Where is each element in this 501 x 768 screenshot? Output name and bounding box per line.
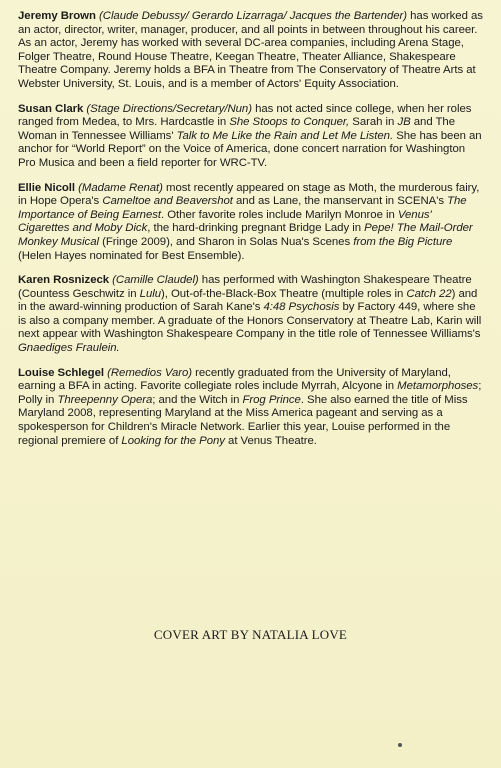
italic-text: Gnaediges Fraulein. — [18, 342, 120, 355]
bio-text: (Fringe 2009), and Sharon in Solas Nua's Scenes — [98, 235, 354, 248]
bio-text: by Factory 449, where she is also a company member. A graduate of the Honors Conservatory at Theatre Lab, Karin will next appear with Washington Shakespeare Company in the title role of Tennessee Williams's — [18, 301, 482, 341]
italic-text: Metamorphoses — [397, 380, 479, 393]
italic-text: (Madame Renat) — [78, 181, 163, 194]
bio-text: ; Polly in — [18, 380, 482, 406]
bio-text: , the hard-drinking pregnant Bridge Lady in — [147, 222, 365, 235]
bio-susan-clark — [18, 103, 484, 171]
bio-karen-rosnizeck — [18, 274, 484, 356]
italic-text: She Stoops to Conquer, — [229, 116, 350, 129]
bio-text: ), Out-of-the-Black-Box Theatre (multiple roles in — [161, 287, 407, 300]
bio-text: and The Woman in Tennessee Williams' — [18, 116, 455, 142]
actor-name: Jeremy Brown — [18, 10, 96, 22]
cover-art-credit: COVER ART BY NATALIA LOVE — [153, 627, 348, 642]
bio-text: recently graduated from the University of Maryland, earning a BFA in acting. Favorite collegiate roles include Myrrah, Alcyone in — [18, 366, 451, 393]
bio-text: has performed with Washington Shakespeare Theatre (Countess Geschwitz in — [18, 274, 472, 300]
paper-speck — [398, 743, 402, 747]
italic-text: (Stage Directions/Secretary/Nun) — [86, 102, 252, 115]
italic-text: Frog Prince — [242, 393, 301, 406]
italic-text: Pepe! The Mail-Order Monkey Musical — [18, 222, 473, 248]
italic-text: (Claude Debussy/ Gerardo Lizarraga/ Jacques the Bartender) — [99, 10, 408, 22]
bio-text: and as Lane, the manservant in SCENA's — [232, 195, 448, 208]
bio-text: has worked as an actor, director, writer, manager, producer, and all points in between throughout his career. As an actor, Jeremy has worked with several DC-area companies, including Arena Stage, Folger Theatre, Round House Theatre, Keegan Theatre, Theater Alliance, Shakespeare Theatre Company. Jeremy holds a BFA in Theatre from The Conservatory of Theatre Arts at Webster University, St. Louis, and is a member of Actors' Equity Association. — [18, 10, 483, 90]
italic-text: Venus' Cigarettes and Moby Dick — [18, 208, 432, 235]
italic-text: Cameltoe and Beavershot — [102, 195, 233, 208]
bio-ellie-nicoll — [18, 182, 484, 264]
italic-text: (Camille Claudel) — [112, 274, 199, 287]
bio-text: ) and in the award-winning production of Sarah Kane's — [18, 287, 478, 314]
bio-jeremy-brown — [18, 10, 484, 92]
actor-name: Ellie Nicoll — [18, 181, 76, 194]
bio-text: ; and the Witch in — [152, 393, 243, 406]
bio-text: at Venus Theatre. — [224, 434, 317, 447]
italic-text: Talk to Me Like the Rain and Let Me Listen. — [176, 129, 394, 142]
bio-text: . She also earned the title of Miss Maryland 2008, representing Maryland at the Miss America pageant and serving as a spokesperson for Children's Miracle Network. Earlier this year, Louise performed in the regional premiere of — [18, 393, 468, 447]
italic-text: from the Big Picture — [353, 235, 453, 248]
bios-section — [18, 10, 484, 459]
bio-text: has not acted since college, when her roles ranged from Medea, to Mrs. Hardcastle in — [18, 102, 472, 129]
italic-text: 4:48 Psychosis — [263, 301, 340, 314]
italic-text: Lulu — [139, 287, 162, 300]
bio-text: most recently appeared on stage as Moth, the murderous fairy, in Hope Opera's — [18, 181, 480, 208]
italic-text: Looking for the Pony — [121, 434, 225, 447]
italic-text: The Importance of Being Earnest — [18, 195, 467, 221]
bio-louise-schlegel — [18, 367, 484, 449]
bio-text: Sarah in — [349, 116, 398, 129]
italic-text: (Remedios Varo) — [107, 366, 193, 379]
italic-text: JB — [397, 116, 411, 129]
italic-text: Threepenny Opera — [57, 393, 153, 406]
bio-text: She has been an anchor for “World Report” on the Voice of America, done concert narration for Washington Pro Musica and been a field reporter for WRC-TV. — [18, 129, 482, 169]
actor-name: Susan Clark — [18, 102, 84, 115]
actor-name: Louise Schlegel — [18, 366, 104, 379]
bio-text: (Helen Hayes nominated for Best Ensemble). — [18, 249, 245, 262]
bio-text: . Other favorite roles include Marilyn Monroe in — [161, 208, 398, 221]
actor-name: Karen Rosnizeck — [18, 274, 110, 287]
italic-text: Catch 22 — [406, 287, 452, 300]
